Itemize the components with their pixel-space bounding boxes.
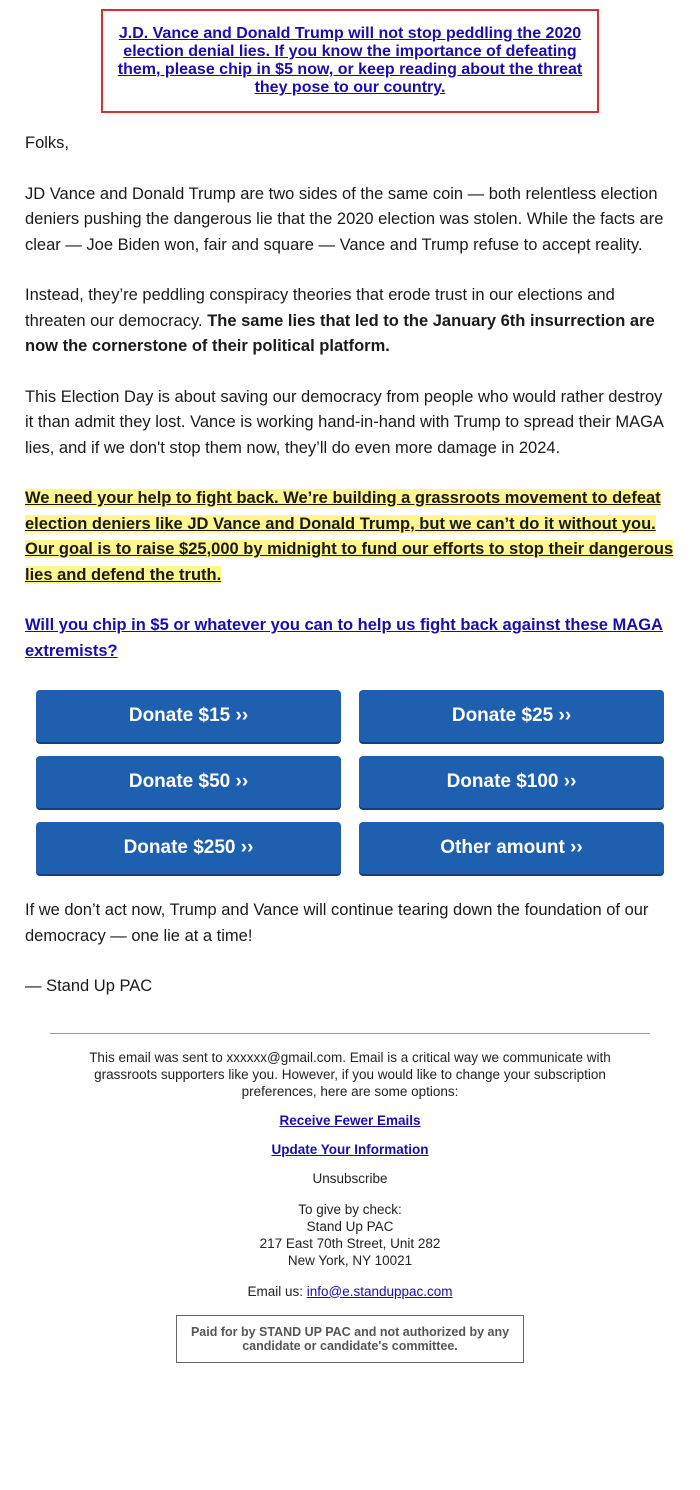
donate-50-button[interactable]: Donate $50 ›› bbox=[36, 756, 341, 808]
donate-button-grid bbox=[36, 690, 675, 874]
footer-divider bbox=[50, 1033, 650, 1034]
donate-25-button[interactable]: Donate $25 ›› bbox=[359, 690, 664, 742]
donate-100-button[interactable]: Donate $100 ›› bbox=[359, 756, 664, 808]
unsubscribe-link[interactable]: Unsubscribe bbox=[312, 1170, 388, 1186]
update-info-row bbox=[70, 1141, 630, 1158]
email-us-line bbox=[70, 1283, 630, 1300]
footer bbox=[70, 1049, 630, 1363]
email-content bbox=[0, 131, 700, 1000]
check-label: To give by check: bbox=[298, 1201, 402, 1217]
email-address-link[interactable]: info@e.standuppac.com bbox=[306, 1283, 453, 1299]
email-body bbox=[0, 9, 700, 1363]
highlight-paragraph bbox=[25, 486, 675, 588]
highlighted-text: We need your help to fight back. We’re building a grassroots movement to defeat election deniers like JD Vance and Donald Trump, but we can’t do it without you. Our goal is to raise $25,000 by midnight to fund our efforts to stop their dangerous lies and defend the truth. bbox=[25, 489, 674, 584]
donate-250-button[interactable]: Donate $250 ›› bbox=[36, 822, 341, 874]
closing-paragraph: If we don’t act now, Trump and Vance will continue tearing down the foundation of our democracy — one lie at a time! bbox=[25, 901, 649, 945]
ask-link[interactable]: Will you chip in $5 or whatever you can to help us fight back against these MAGA extremists? bbox=[25, 616, 663, 660]
receive-fewer-row bbox=[70, 1112, 630, 1129]
paid-for-disclaimer: Paid for by STAND UP PAC and not authorized by any candidate or candidate's committee. bbox=[176, 1315, 524, 1363]
signature: — Stand Up PAC bbox=[25, 977, 153, 995]
top-banner bbox=[101, 9, 599, 113]
donate-other-amount-button[interactable]: Other amount ›› bbox=[359, 822, 664, 874]
greeting: Folks, bbox=[25, 134, 70, 152]
top-banner-link[interactable]: J.D. Vance and Donald Trump will not stop peddling the 2020 election denial lies. If you know the importance of defeating them, please chip in $5 now, or keep reading about the threat they pose to our country. bbox=[117, 25, 583, 96]
footer-notice: This email was sent to xxxxxx@gmail.com. Email is a critical way we communicate with grassroots supporters like you. However, if you would like to change your subscription preferences, here are some options: bbox=[89, 1049, 611, 1099]
ask-paragraph bbox=[25, 613, 675, 664]
receive-fewer-emails-link[interactable]: Receive Fewer Emails bbox=[279, 1112, 421, 1128]
city-address: New York, NY 10021 bbox=[287, 1252, 413, 1268]
paragraph-2-text: Instead, they’re peddling conspiracy theories that erode trust in our elections and threaten our democracy. bbox=[25, 286, 615, 330]
paragraph-1: JD Vance and Donald Trump are two sides of the same coin — both relentless election deniers pushing the dangerous lie that the 2020 election was stolen. While the facts are clear — Joe Biden won, fair and square — Vance and Trump refuse to accept reality. bbox=[25, 184, 664, 254]
update-information-link[interactable]: Update Your Information bbox=[271, 1141, 429, 1157]
paragraph-2 bbox=[25, 283, 675, 360]
org-name: Stand Up PAC bbox=[306, 1218, 394, 1234]
street-address: 217 East 70th Street, Unit 282 bbox=[259, 1235, 441, 1251]
paragraph-2-bold: The same lies that led to the January 6th insurrection are now the cornerstone of their political platform. bbox=[25, 311, 655, 355]
donate-15-button[interactable]: Donate $15 ›› bbox=[36, 690, 341, 742]
email-label: Email us: bbox=[247, 1283, 307, 1299]
paragraph-3: This Election Day is about saving our democracy from people who would rather destroy it than admit they lost. Vance is working hand-in-hand with Trump to spread their MAGA lies, and if we don't stop them now, they’ll do even more damage in 2024. bbox=[25, 387, 664, 457]
